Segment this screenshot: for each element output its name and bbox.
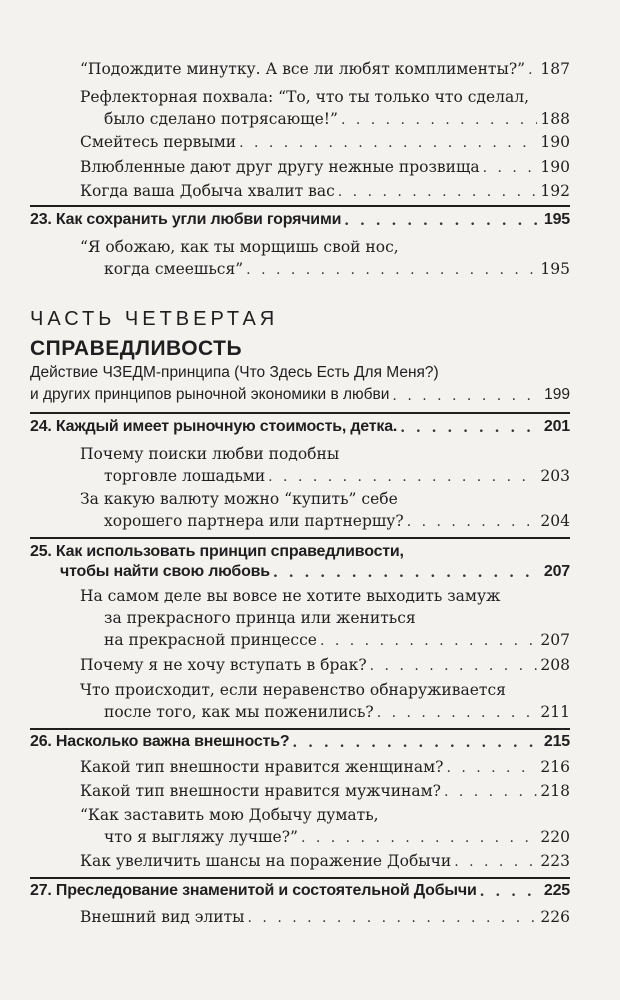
- dot-leader: [292, 735, 540, 751]
- dot-leader: [246, 262, 537, 278]
- chapter-heading: [30, 563, 570, 581]
- entry-title-line1: На самом деле вы вовсе не хотите выходить замуж: [80, 587, 501, 605]
- dot-leader: [446, 760, 537, 776]
- toc-entry: [30, 631, 570, 649]
- toc-entry: [30, 782, 570, 800]
- chapter-page: 225: [543, 882, 570, 899]
- dot-leader: [444, 784, 537, 800]
- dot-leader: [483, 160, 538, 176]
- entry-page: 192: [540, 182, 570, 200]
- dot-leader: [301, 830, 537, 846]
- chapter-page: 195: [543, 211, 570, 228]
- toc-entry: [30, 828, 570, 846]
- entry-title: что я выгляжу лучше?”: [104, 828, 298, 846]
- dot-leader: [377, 705, 538, 721]
- toc-entry: [30, 703, 570, 721]
- chapter-heading: [30, 733, 570, 751]
- entry-title-line1: “Я обожаю, как ты морщишь свой нос,: [80, 238, 399, 256]
- toc-entry: [30, 758, 570, 776]
- dot-leader: [320, 633, 537, 649]
- entry-title: Как увеличить шансы на поражение Добычи: [80, 852, 452, 870]
- entry-page: 220: [540, 828, 570, 846]
- toc-entry: [30, 182, 570, 200]
- entry-page: 204: [540, 512, 570, 530]
- toc-entry: [30, 656, 570, 674]
- part-entry: [30, 386, 570, 404]
- entry-title-line1: Что происходит, если неравенство обнаруживается: [80, 681, 506, 699]
- entry-title: “Подождите минутку. А все ли любят комплименты?”: [80, 60, 526, 78]
- dot-leader: [248, 910, 538, 926]
- dot-leader: [341, 112, 537, 128]
- entry-title: торговле лошадьми: [104, 467, 266, 485]
- part-page: 199: [544, 386, 570, 403]
- chapter-heading: [30, 211, 570, 229]
- chapter-rule: [30, 205, 570, 207]
- chapter-title-line1: 25. Как использовать принцип справедливости,: [30, 543, 404, 560]
- entry-title-line1: За какую валюту можно “купить” себе: [80, 490, 398, 508]
- entry-title: Почему я не хочу вступать в брак?: [80, 656, 367, 674]
- dot-leader: [239, 135, 537, 151]
- chapter-title: 26. Насколько важна внешность?: [30, 733, 290, 750]
- dot-leader: [480, 884, 541, 900]
- chapter-rule: [30, 877, 570, 879]
- chapter-title: чтобы найти свою любовь: [60, 563, 270, 580]
- dot-leader: [273, 565, 541, 581]
- entry-title: Внешний вид элиты: [80, 908, 245, 926]
- entry-title: Когда ваша Добыча хвалит вас: [80, 182, 335, 200]
- dot-leader: [370, 658, 538, 674]
- entry-title-line1: “Как заставить мою Добычу думать,: [80, 806, 379, 824]
- part-subtitle-line1: Действие ЧЗЕДМ-принципа (Что Здесь Есть Для Меня?): [30, 364, 439, 381]
- entry-title: Смейтесь первыми: [80, 133, 237, 151]
- entry-page: 188: [540, 110, 570, 128]
- entry-title: Какой тип внешности нравится мужчинам?: [80, 782, 441, 800]
- entry-page: 190: [540, 133, 570, 151]
- part-subtitle-line2: и других принципов рыночной экономики в любви: [30, 386, 390, 403]
- entry-page: 216: [540, 758, 570, 776]
- toc-entry: [30, 467, 570, 485]
- entry-title: когда смеешься”: [104, 260, 244, 278]
- dot-leader: [528, 62, 537, 78]
- entry-page: 187: [540, 60, 570, 78]
- dot-leader: [268, 469, 537, 485]
- entry-page: 207: [540, 631, 570, 649]
- dot-leader: [454, 854, 537, 870]
- dot-leader: [344, 213, 541, 229]
- chapter-heading: [30, 418, 570, 436]
- entry-title: хорошего партнера или партнершу?: [104, 512, 404, 530]
- entry-page: 190: [540, 158, 570, 176]
- entry-page: 195: [540, 260, 570, 278]
- entry-page: 226: [540, 908, 570, 926]
- entry-title-line1: Рефлекторная похвала: “То, что ты только что сделал,: [80, 88, 530, 106]
- toc-entry: [30, 133, 570, 151]
- chapter-page: 207: [543, 563, 570, 580]
- entry-title: Какой тип внешности нравится женщинам?: [80, 758, 444, 776]
- chapter-rule: [30, 537, 570, 539]
- toc-entry: [30, 908, 570, 926]
- part-label: ЧАСТЬ ЧЕТВЕРТАЯ: [30, 308, 279, 330]
- toc-entry: [30, 852, 570, 870]
- toc-entry: [30, 512, 570, 530]
- entry-title: после того, как мы поженились?: [104, 703, 374, 721]
- chapter-title: 24. Каждый имеет рыночную стоимость, детка.: [30, 418, 398, 435]
- chapter-rule: [30, 412, 570, 414]
- entry-page: 208: [540, 656, 570, 674]
- chapter-page: 215: [543, 733, 570, 750]
- part-title: СПРАВЕДЛИВОСТЬ: [30, 337, 243, 360]
- chapter-title: 23. Как сохранить угли любви горячими: [30, 211, 342, 228]
- entry-page: 203: [540, 467, 570, 485]
- dot-leader: [338, 184, 538, 200]
- toc-entry: [30, 158, 570, 176]
- chapter-heading: [30, 882, 570, 900]
- entry-page: 211: [540, 703, 570, 721]
- dot-leader: [400, 420, 541, 436]
- toc-entry: [30, 60, 570, 78]
- entry-page: 223: [540, 852, 570, 870]
- entry-title: на прекрасной принцессе: [104, 631, 317, 649]
- entry-title-line2: за прекрасного принца или жениться: [104, 609, 416, 627]
- chapter-page: 201: [543, 418, 570, 435]
- entry-page: 218: [540, 782, 570, 800]
- chapter-rule: [30, 728, 570, 730]
- toc-entry: [30, 260, 570, 278]
- entry-title-line1: Почему поиски любви подобны: [80, 445, 340, 463]
- entry-title: было сделано потрясающе!”: [104, 110, 338, 128]
- dot-leader: [407, 514, 538, 530]
- entry-title: Влюбленные дают друг другу нежные прозвища: [80, 158, 480, 176]
- dot-leader: [392, 388, 541, 404]
- chapter-title: 27. Преследование знаменитой и состоятельной Добычи: [30, 882, 477, 899]
- toc-entry: [30, 110, 570, 128]
